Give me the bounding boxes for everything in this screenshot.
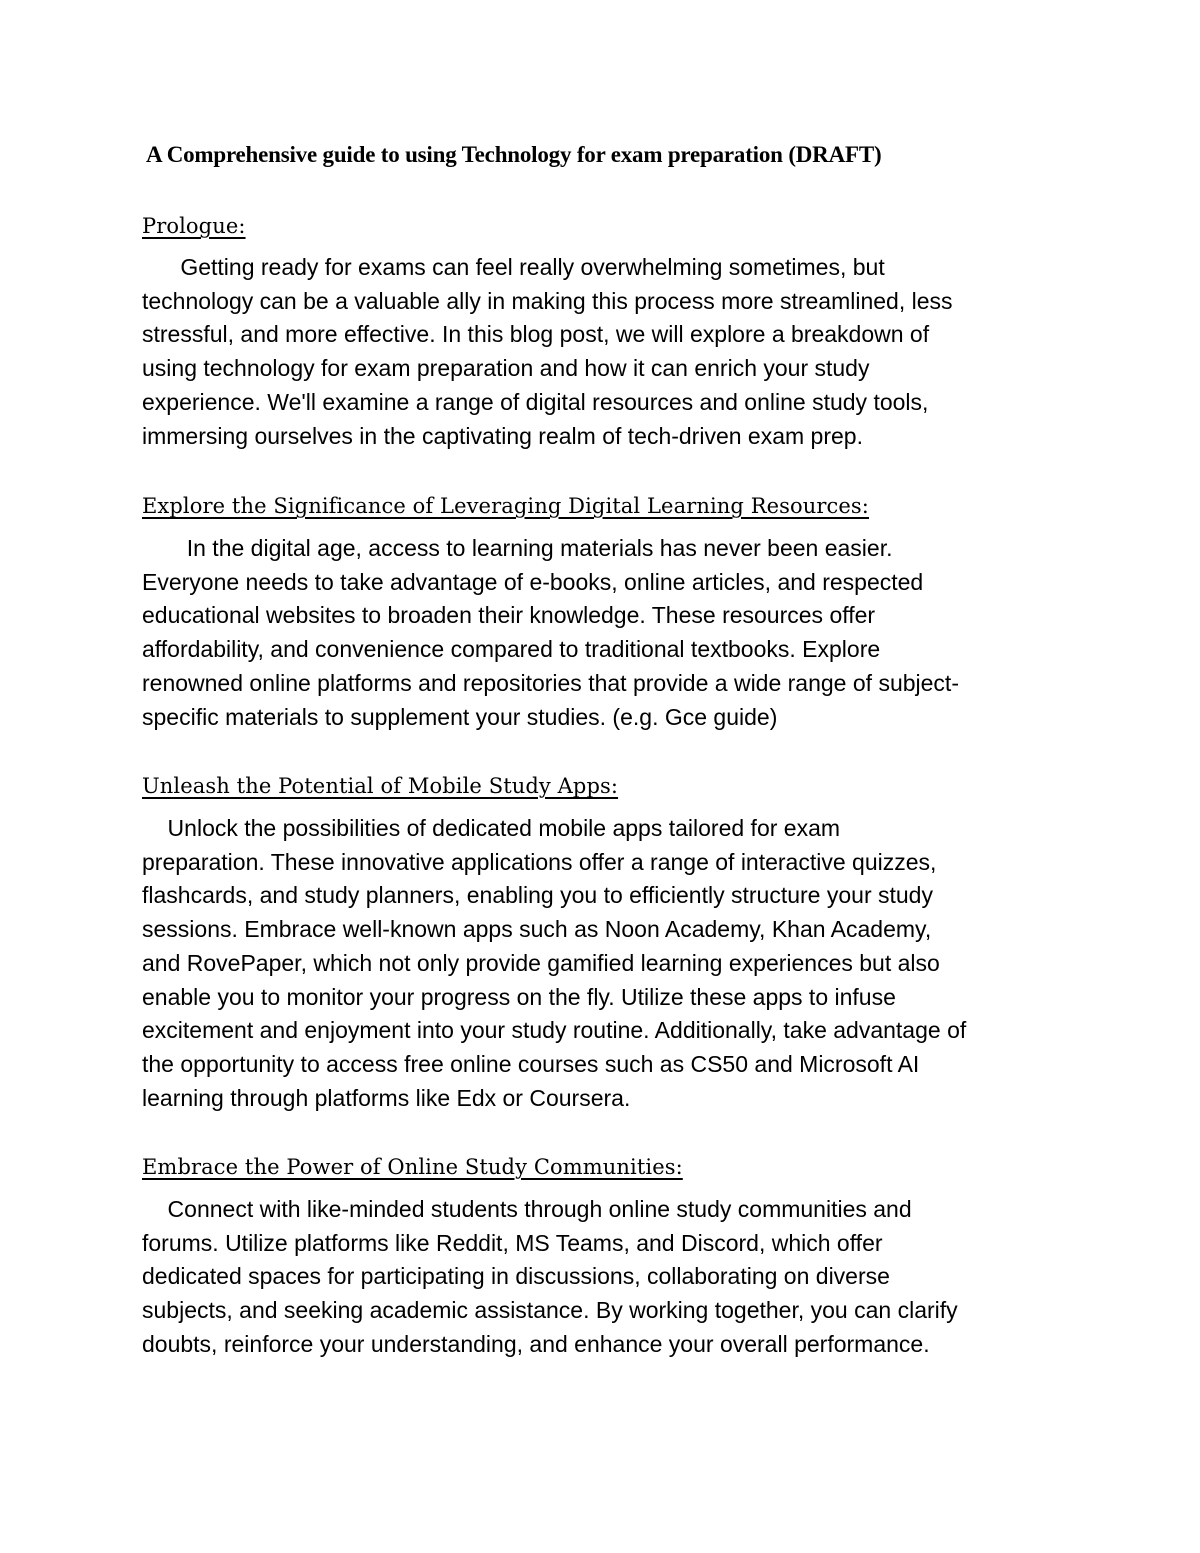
body-line: and RovePaper, which not only provide gamified learning experiences but also <box>142 949 940 976</box>
body-line: renowned online platforms and repositories that provide a wide range of subject- <box>142 669 959 696</box>
section-body-mobile-apps <box>142 812 1072 1115</box>
body-line: the opportunity to access free online courses such as CS50 and Microsoft AI <box>142 1050 920 1077</box>
body-line: Everyone needs to take advantage of e-books, online articles, and respected <box>142 568 924 595</box>
body-line: In the digital age, access to learning materials has never been easier. <box>142 535 893 561</box>
body-line: specific materials to supplement your studies. (e.g. Gce guide) <box>142 703 778 730</box>
body-line: dedicated spaces for participating in discussions, collaborating on diverse <box>142 1263 890 1290</box>
section-body-prologue <box>142 251 1072 453</box>
section-heading-study-communities: Embrace the Power of Online Study Communities: <box>142 1155 683 1179</box>
body-line: educational websites to broaden their knowledge. These resources offer <box>142 602 876 629</box>
body-line: forums. Utilize platforms like Reddit, MS Teams, and Discord, which offer <box>142 1229 883 1256</box>
body-line: technology can be a valuable ally in making this process more streamlined, less <box>142 287 953 314</box>
body-line: Unlock the possibilities of dedicated mobile apps tailored for exam <box>142 815 841 841</box>
body-line: doubts, reinforce your understanding, and enhance your overall performance. <box>142 1330 930 1357</box>
body-line: immersing ourselves in the captivating realm of tech-driven exam prep. <box>142 422 863 449</box>
body-line: Connect with like-minded students through online study communities and <box>142 1196 912 1222</box>
body-line: stressful, and more effective. In this blog post, we will explore a breakdown of <box>142 321 930 348</box>
body-line: Getting ready for exams can feel really overwhelming sometimes, but <box>142 254 885 280</box>
body-line: experience. We'll examine a range of digital resources and online study tools, <box>142 388 929 415</box>
body-line: affordability, and convenience compared to traditional textbooks. Explore <box>142 636 881 663</box>
body-line: enable you to monitor your progress on the fly. Utilize these apps to infuse <box>142 983 896 1010</box>
body-line: flashcards, and study planners, enabling you to efficiently structure your study <box>142 882 933 909</box>
section-heading-mobile-apps: Unleash the Potential of Mobile Study Apps: <box>142 774 619 798</box>
body-line: sessions. Embrace well-known apps such as Noon Academy, Khan Academy, <box>142 916 932 943</box>
section-heading-digital-resources: Explore the Significance of Leveraging Digital Learning Resources: <box>142 494 869 518</box>
section-body-study-communities <box>142 1193 1072 1362</box>
body-line: excitement and enjoyment into your study routine. Additionally, take advantage of <box>142 1017 967 1044</box>
body-line: subjects, and seeking academic assistance. By working together, you can clarify <box>142 1297 958 1324</box>
section-body-digital-resources <box>142 532 1072 734</box>
document-title: A Comprehensive guide to using Technology for exam preparation (DRAFT) <box>146 142 882 167</box>
body-line: preparation. These innovative applications offer a range of interactive quizzes, <box>142 848 937 875</box>
body-line: using technology for exam preparation and how it can enrich your study <box>142 355 870 382</box>
body-line: learning through platforms like Edx or Coursera. <box>142 1084 631 1111</box>
section-heading-prologue: Prologue: <box>142 214 246 238</box>
